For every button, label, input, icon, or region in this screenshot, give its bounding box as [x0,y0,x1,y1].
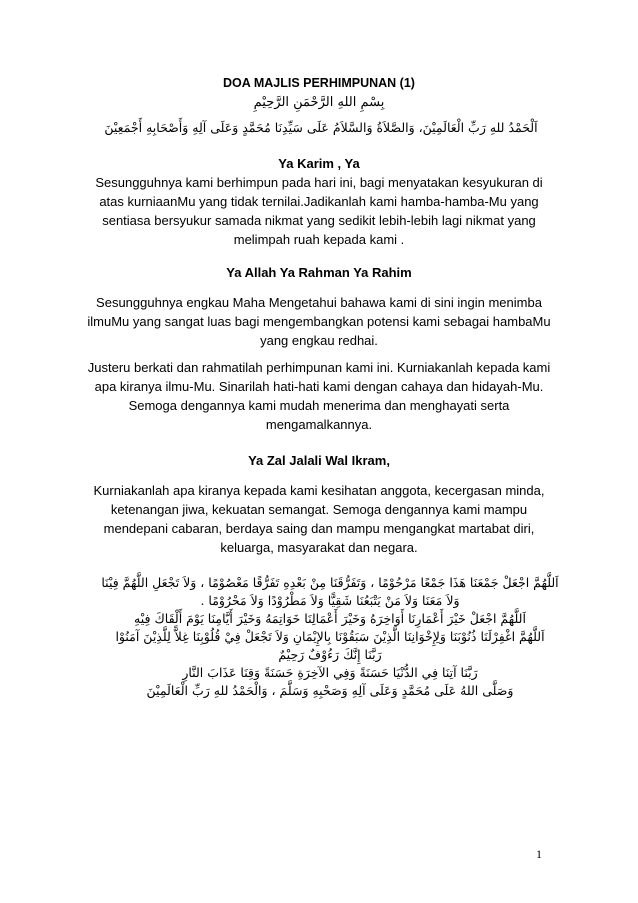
paragraph-line: Sesungguhnya engkau Maha Mengetahui bahawa kami di sini ingin menimba [96,295,542,310]
paragraph-line: mengamalkannya. [265,417,373,432]
paragraph-line: Justeru berkati dan rahmatilah perhimpunan kami ini. Kurniakanlah kepada kami [87,360,551,375]
section-heading-ya-karim: Ya Karim , Ya [278,156,360,171]
paragraph-line: Semoga dengannya kami mudah menerima dan menghayati serta [128,398,510,413]
arabic-doa-line: اَللَّهُمَّ اجْعَلْ جَمْعَنَا هَذَا جَمْعًا مَرْحُوْمًا ، وَتَفَرُّقَنَا مِنْ بَعْدِهِ تَفَرُّقًا مَعْصُوْمًا ، وَلاَ تَجْعَلِ اللَّهُمَّ فِيْنَا [101,575,559,590]
paragraph-line: apa kiranya ilmu-Mu. Sinarilah hati-hati kami dengan cahaya dan hidayah-Mu. [94,379,544,394]
arabic-doa-line: وَلاَ مَعَنَا وَلاَ مَنْ يَتْبَعُنَا شَقِيًّا وَلاَ مَطْرُوْدًا وَلاَ مَحْرُوْمًا . [200,593,460,608]
paragraph-line: ketenangan jiwa, kekuatan semangat. Semoga dengannya kami mampu [110,502,528,517]
paragraph-line: ilmuMu yang sangat luas bagi mengembangkan potensi kami sebagai hambaMu [87,314,551,329]
paragraph-line: Sesungguhnya kami berhimpun pada hari ini, bagi menyatakan kesyukuran di [95,175,543,190]
paragraph-berkati [40,358,598,434]
paragraph-line: sentiasa bersyukur samada nikmat yang sedikit lebih-lebih lagi nikmat yang [102,213,536,228]
arabic-doa-line: اَللَّهُمَّ اجْعَلْ خَيْرَ أَعْمَارِنَا أَوَاخِرَهُ وَخَيْرَ أَعْمَالِنَا خَوَاتِمَهُ وَخَيْرَ أَيَّامِنَا يَوْمَ أَلْقَاكَ فِيْهِ [134,611,526,626]
arabic-doa-line: وَصَلَّى اللهُ عَلَى مُحَمَّدٍ وَعَلَى آلِهِ وَصَحْبِهِ وَسَلَّمَ ، وَالْحَمْدُ للهِ رَبِّ الْعَالَمِيْنَ [146,683,514,698]
section-heading-ya-allah: Ya Allah Ya Rahman Ya Rahim [226,265,412,280]
arabic-intro: اَلْحَمْدُ للهِ رَبِّ الْعَالَمِيْنَ، وَالصَّلاَةُ وَالسَّلاَمُ عَلَى سَيِّدِنَا مُحَمَّدٍ وَعَلَى آلِهِ وَأَصْحَابِهِ أَجْمَعِيْنَ [104,120,538,135]
arabic-doa [90,574,570,700]
arabic-doa-line: رَبَّنَا آتِنَا فِي الدُّنْيَا حَسَنَةً وَفِي الآخِرَةِ حَسَنَةً وَقِنَا عَذَابَ النَّارِ [182,665,478,680]
paragraph-line: Kurniakanlah apa kiranya kepada kami kesihatan anggota, kecergasan minda, [93,483,545,498]
paragraph-line: melimpah ruah kepada kami . [233,232,405,247]
paragraph-line: atas kurniaanMu yang tidak ternilai.Jadikanlah kami hamba-hamba-Mu yang [99,194,539,209]
page-number: 1 [536,847,542,861]
paragraph-kesihatan [40,481,598,557]
paragraph-line: mendepani cabaran, berdaya saing dan mampu mengangkat martabat diri, [103,521,535,536]
paragraph-line: yang engkau redhai. [260,333,378,348]
paragraph-ilmu [40,293,598,350]
paragraph-kesyukuran [40,173,598,249]
document-title: DOA MAJLIS PERHIMPUNAN (1) [223,76,415,90]
paragraph-line: keluarga, masyarakat dan negara. [220,540,418,555]
bismillah: بِسْمِ اللهِ الرَّحْمَنِ الرَّحِيْمِ [253,95,385,110]
arabic-doa-line: رَبَّنَا إِنَّكَ رَءُوْفٌ رَحِيْمٌ [278,647,382,662]
arabic-doa-line: اَللَّهُمَّ اغْفِرْلَنَا ذُنُوْبَنَا وَلِإِخْوَانِنَا الَّذِيْنَ سَبَقُوْنَا بِالإِيْمَانِ وَلاَ تَجْعَلْ فِيْ قُلُوْبِنَا غِلاًّ لِلَّذِيْنَ آمَنُوْا [115,629,545,644]
section-heading-ya-zal-jalali: Ya Zal Jalali Wal Ikram, [248,453,390,468]
